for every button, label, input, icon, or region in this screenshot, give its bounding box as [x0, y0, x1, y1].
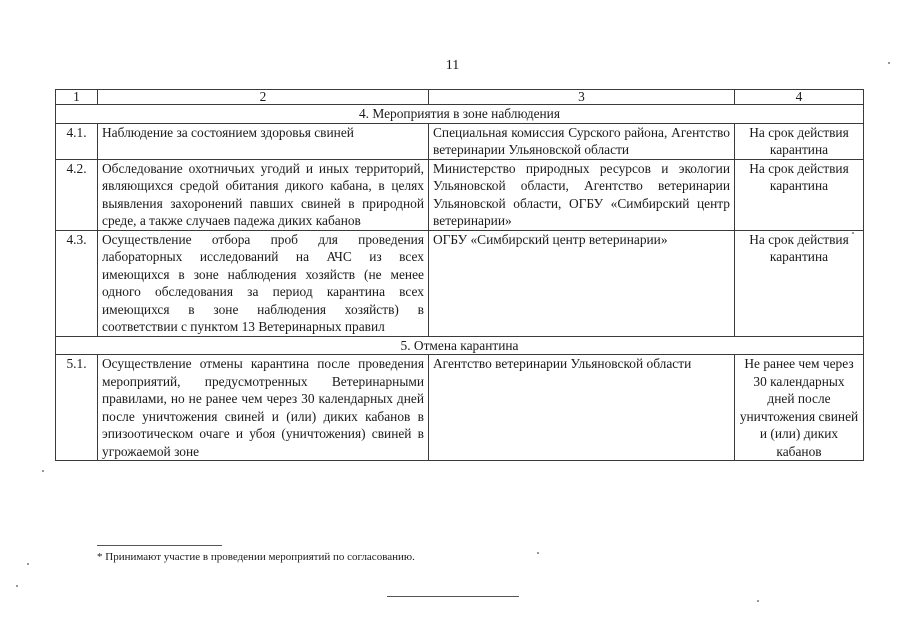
page-number: 11 — [445, 58, 460, 73]
scan-speck — [27, 563, 29, 565]
scan-speck — [42, 470, 44, 472]
term-cell: Не ранее чем через 30 календарных дней после уничтожения свиней и (или) диких кабанов — [735, 355, 864, 461]
footnote: * Принимают участие в проведении мероприятий по согласованию. — [97, 551, 415, 563]
table-row — [56, 123, 864, 159]
section-row — [56, 105, 864, 124]
table-row — [56, 230, 864, 336]
measure-cell: Наблюдение за состоянием здоровья свиней — [98, 123, 429, 159]
footnote-divider — [97, 545, 222, 546]
row-number: 4.1. — [56, 123, 98, 159]
table-row — [56, 355, 864, 461]
measure-cell: Осуществление отмены карантина после проведения мероприятий, предусмотренных Ветеринарными правилами, но не ранее чем через 30 календарных дней после уничтожения свиней и (или) диких кабанов в эпизоотическом очаге и убоя (уничтожения) свиней в угрожаемой зоне — [98, 355, 429, 461]
table-row — [56, 159, 864, 230]
responsible-cell: Специальная комиссия Сурского района, Агентство ветеринарии Ульяновской области — [429, 123, 735, 159]
end-divider — [387, 596, 519, 597]
scan-speck — [888, 62, 890, 64]
header-cell-1: 1 — [56, 90, 98, 105]
term-cell: На срок действия карантина — [735, 159, 864, 230]
header-row — [56, 90, 864, 105]
section-title-4: 4. Мероприятия в зоне наблюдения — [56, 105, 864, 124]
header-cell-2: 2 — [98, 90, 429, 105]
header-cell-4: 4 — [735, 90, 864, 105]
scan-speck — [757, 600, 759, 602]
row-number: 4.3. — [56, 230, 98, 336]
section-row — [56, 336, 864, 355]
scan-speck — [16, 585, 18, 587]
responsible-cell: Министерство природных ресурсов и экологии Ульяновской области, Агентство ветеринарии Ульяновской области, ОГБУ «Симбирский центр ветеринарии» — [429, 159, 735, 230]
scan-speck — [537, 552, 539, 554]
measure-cell: Осуществление отбора проб для проведения лабораторных исследований на АЧС из всех имеющихся в зоне наблюдения хозяйств (не менее одного обследования за период карантина всех имеющихся в зоне наблюдения хозяйств) в соответствии с пунктом 13 Ветеринарных правил — [98, 230, 429, 336]
row-number: 5.1. — [56, 355, 98, 461]
header-cell-3: 3 — [429, 90, 735, 105]
measure-cell: Обследование охотничьих угодий и иных территорий, являющихся средой обитания дикого кабана, в целях выявления захоронений павших свиней в природной среде, а также случаев падежа диких кабанов — [98, 159, 429, 230]
measures-table — [55, 89, 864, 461]
section-title-5: 5. Отмена карантина — [56, 336, 864, 355]
scan-speck — [852, 232, 854, 234]
row-number: 4.2. — [56, 159, 98, 230]
term-cell: На срок действия карантина — [735, 230, 864, 336]
responsible-cell: Агентство ветеринарии Ульяновской области — [429, 355, 735, 461]
term-cell: На срок действия карантина — [735, 123, 864, 159]
responsible-cell: ОГБУ «Симбирский центр ветеринарии» — [429, 230, 735, 336]
